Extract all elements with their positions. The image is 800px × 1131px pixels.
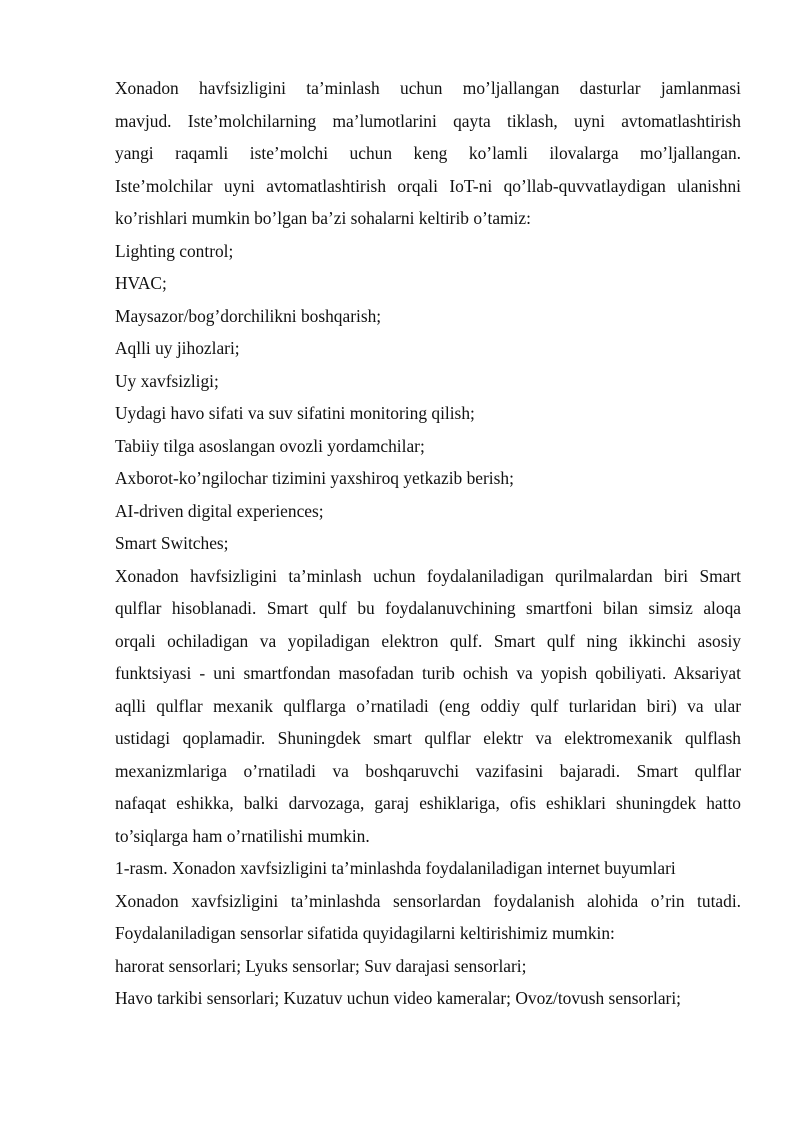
- text-line: Maysazor/bog’dorchilikni boshqarish;: [115, 305, 382, 326]
- text-line: Axborot-ko’ngilochar tizimini yaxshiroq yetkazib berish;: [115, 468, 514, 488]
- text-line: Aqlli uy jihozlari;: [115, 338, 240, 358]
- text-line: qulflar hisoblanadi. Smart qulf bu foydalanuvchining smartfoni bilan simsiz aloqa: [115, 598, 741, 618]
- text-line: Uy xavfsizligi;: [115, 370, 219, 391]
- text-line: harorat sensorlari; Lyuks sensorlar; Suv darajasi sensorlari;: [115, 955, 527, 976]
- text-line: 1-rasm. Xonadon xavfsizligini ta’minlashda foydalaniladigan internet buyumlari: [115, 858, 676, 878]
- text-line: Havo tarkibi sensorlari; Kuzatuv uchun video kameralar; Ovoz/tovush sensorlari;: [115, 988, 682, 1008]
- text-line: mavjud. Iste’molchilarning ma’lumotlarini qayta tiklash, uyni avtomatlashtirish: [115, 110, 741, 131]
- text-line: Tabiiy tilga asoslangan ovozli yordamchilar;: [115, 435, 425, 456]
- text-line: Lighting control;: [115, 240, 234, 261]
- text-line: nafaqat eshikka, balki darvozaga, garaj eshiklariga, ofis eshiklari shuningdek hatto: [115, 793, 741, 813]
- text-line: Xonadon havfsizligini ta’minlash uchun mo’ljallangan dasturlar jamlanmasi: [115, 78, 741, 98]
- text-line: Foydalaniladigan sensorlar sifatida quyidagilarni keltirishimiz mumkin:: [115, 923, 615, 943]
- text-line: Xonadon xavfsizligini ta’minlashda sensorlardan foydalanish alohida o’rin tutadi.: [115, 890, 741, 911]
- text-line: HVAC;: [115, 273, 167, 293]
- text-line: Uydagi havo sifati va suv sifatini monitoring qilish;: [115, 403, 475, 423]
- text-line: aqlli qulflar mexanik qulflarga o’rnatiladi (eng oddiy qulf turlaridan biri) va ular: [115, 695, 741, 716]
- text-line: Xonadon havfsizligini ta’minlash uchun foydalaniladigan qurilmalardan biri Smart: [115, 565, 741, 586]
- text-line: yangi raqamli iste’molchi uchun keng ko’lamli ilovalarga mo’ljallangan.: [115, 143, 741, 163]
- text-line: Iste’molchilar uyni avtomatlashtirish orqali IoT-ni qo’llab-quvvatlaydigan ulanishni: [115, 175, 741, 196]
- text-line: ko’rishlari mumkin bo’lgan ba’zi sohalarni keltirib o’tamiz:: [115, 208, 531, 228]
- text-line: ustidagi qoplamadir. Shuningdek smart qulflar elektr va elektromexanik qulflash: [115, 728, 741, 748]
- document-body: [115, 72, 741, 1015]
- text-line: orqali ochiladigan va yopiladigan elektron qulf. Smart qulf ning ikkinchi asosiy: [115, 630, 741, 651]
- text-line: funktsiyasi - uni smartfondan masofadan turib ochish va yopish qobiliyati. Aksariyat: [115, 663, 741, 683]
- document-page: [115, 72, 741, 1015]
- text-line: mexanizmlariga o’rnatiladi va boshqaruvchi vazifasini bajaradi. Smart qulflar: [115, 760, 741, 781]
- text-line: Smart Switches;: [115, 533, 229, 553]
- text-line: to’siqlarga ham o’rnatilishi mumkin.: [115, 825, 370, 846]
- text-line: AI-driven digital experiences;: [115, 500, 324, 521]
